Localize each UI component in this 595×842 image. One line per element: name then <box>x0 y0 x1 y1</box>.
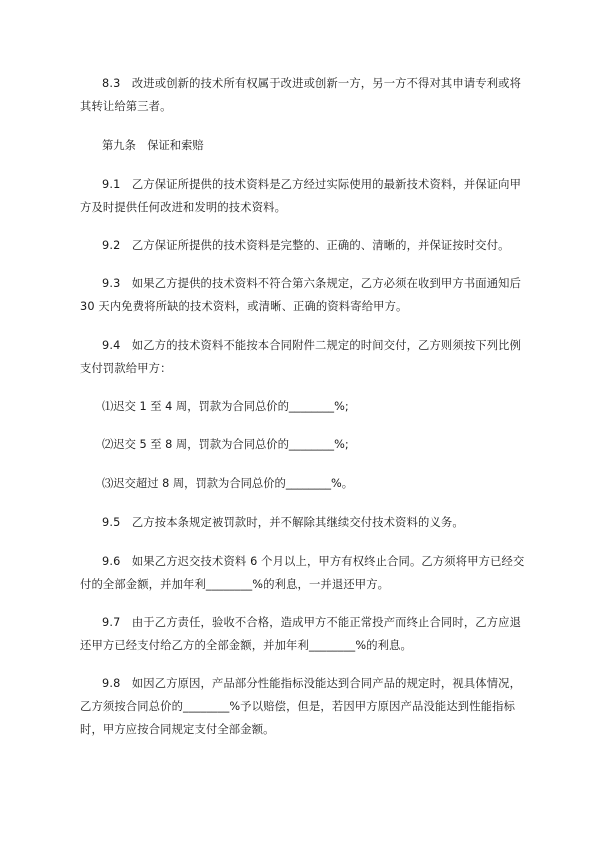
clause-9-6: 9.6 如果乙方迟交技术资料 6 个月以上，甲方有权终止合同。乙方须将甲方已经交付的全部金额，并加年利________%的利息，一并退还甲方。 <box>80 555 525 591</box>
penalty-item-2: ⑵迟交 5 至 8 周，罚款为合同总价的________%; <box>102 438 349 451</box>
clause-9-3: 9.3 如果乙方提供的技术资料不符合第六条规定，乙方必须在收到甲方书面通知后 30 天内免费将所缺的技术资料，或清晰、正确的资料寄给甲方。 <box>80 277 522 313</box>
clause-9-1: 9.1 乙方保证所提供的技术资料是乙方经过实际使用的最新技术资料，并保证向甲方及时提供任何改进和发明的技术资料。 <box>80 178 522 214</box>
clause-8-3: 8.3 改进或创新的技术所有权属于改进或创新一方，另一方不得对其申请专利或将其转让给第三者。 <box>80 77 522 113</box>
clause-9-5: 9.5 乙方按本条规定被罚款时，并不解除其继续交付技术资料的义务。 <box>102 516 464 529</box>
clause-9-7: 9.7 由于乙方责任，验收不合格，造成甲方不能正常投产而终止合同时，乙方应退还甲方已经支付给乙方的全部金额，并加年利________%的利息。 <box>80 616 522 652</box>
penalty-item-1: ⑴迟交 1 至 4 周，罚款为合同总价的________%; <box>102 400 349 413</box>
clause-9-8: 9.8 如因乙方原因，产品部分性能指标没能达到合同产品的规定时，视具体情况，乙方须按合同总价的________%予以赔偿，但是，若因甲方原因产品没能达到性能指标时，甲方应按合同规定支付全部金额。 <box>80 677 522 736</box>
clause-9-4: 9.4 如乙方的技术资料不能按本合同附件二规定的时间交付，乙方则须按下列比例支付罚款给甲方： <box>80 339 522 375</box>
clause-9-2: 9.2 乙方保证所提供的技术资料是完整的、正确的、清晰的，并保证按时交付。 <box>102 239 510 252</box>
article-9-heading: 第九条 保证和索赔 <box>102 139 204 152</box>
penalty-item-3: ⑶迟交超过 8 周，罚款为合同总价的________%。 <box>102 477 354 490</box>
